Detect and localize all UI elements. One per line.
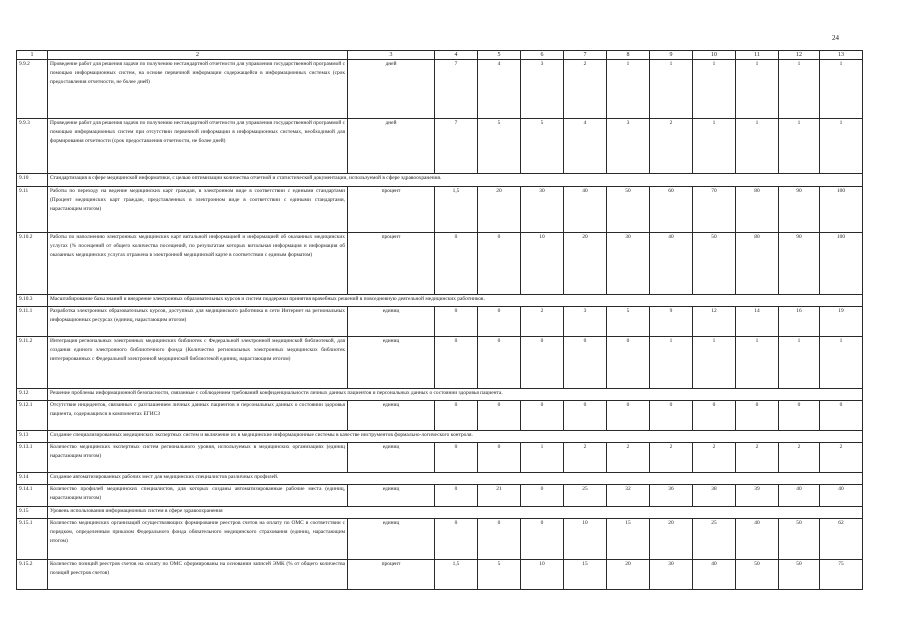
indicator-value: 1 [779, 337, 820, 389]
indicator-value: 5 [521, 119, 564, 174]
indicator-value: 0 [435, 443, 478, 473]
indicator-value: 3 [564, 307, 607, 337]
indicator-description: Работы по переходу на ведение медицинских карт граждан, в электронном виде в соответствии с едиными стандартами (Процент медицинских карт граждан, представленных в электронном виде в соответствии с едиными стандартами, нарастающим итогом) [48, 187, 348, 233]
indicator-value: 5 [478, 119, 521, 174]
indicator-value: 0 [435, 401, 478, 431]
row-code: 9.14.1 [17, 485, 48, 507]
indicator-value: 1 [521, 443, 564, 473]
section-row [17, 295, 863, 307]
indicator-value: 0 [478, 233, 521, 295]
indicator-value: 1,5 [435, 560, 478, 590]
row-code: 9.9.2 [17, 60, 48, 119]
indicator-value: 3 [521, 60, 564, 119]
indicator-value: 40 [736, 519, 779, 560]
indicator-value: 0 [521, 337, 564, 389]
section-title: Уровень использования информационных систем в сфере здравоохранения [48, 507, 863, 519]
indicator-value: 4 [564, 119, 607, 174]
indicator-row [17, 560, 863, 590]
indicator-value: 30 [521, 187, 564, 233]
indicator-value: 1 [650, 337, 693, 389]
indicator-value: 21 [478, 485, 521, 507]
indicator-value: 1 [820, 60, 863, 119]
row-code: 9.13 [17, 431, 48, 443]
indicator-description: Разработка электронных образовательных курсов, доступных для медицинского работника в сети Интернет на региональных информационных ресурсах (единиц, нарастающим итогом) [48, 307, 348, 337]
indicator-value: 25 [693, 519, 736, 560]
indicator-value: 40 [779, 485, 820, 507]
indicator-value: 30 [607, 233, 650, 295]
row-code: 9.15.1 [17, 519, 48, 560]
indicator-value: 19 [820, 307, 863, 337]
unit-of-measure: единиц [348, 307, 435, 337]
indicator-value: 1 [820, 119, 863, 174]
column-number: 13 [820, 51, 863, 60]
indicator-value: 12 [693, 307, 736, 337]
indicator-value: 50 [779, 519, 820, 560]
indicator-row [17, 485, 863, 507]
indicator-value: 2 [820, 443, 863, 473]
column-number: 6 [521, 51, 564, 60]
indicator-value: 39 [736, 485, 779, 507]
indicator-value: 0 [736, 401, 779, 431]
section-row [17, 473, 863, 485]
column-number: 12 [779, 51, 820, 60]
section-title: Стандартизация в сфере медицинской информатики, с целью оптимизации количества отчетной и статистической документации, используемой в сфере здравоохранения. [48, 174, 863, 187]
indicator-value: 10 [521, 560, 564, 590]
indicator-value: 1 [779, 60, 820, 119]
indicator-value: 40 [564, 187, 607, 233]
indicator-value: 0 [478, 401, 521, 431]
unit-of-measure: процент [348, 233, 435, 295]
unit-of-measure: единиц [348, 401, 435, 431]
section-row [17, 507, 863, 519]
indicator-value: 0 [521, 519, 564, 560]
indicator-value: 2 [779, 443, 820, 473]
indicator-value: 75 [820, 560, 863, 590]
indicator-description: Количество позиций реестров счетов на оплату по ОМС сформированы на основании записей ЭМК (% от общего количества позиций реестров счетов) [48, 560, 348, 590]
column-number: 7 [564, 51, 607, 60]
unit-of-measure: единиц [348, 519, 435, 560]
indicator-value: 80 [736, 187, 779, 233]
indicator-value: 14 [736, 307, 779, 337]
indicator-value: 0 [564, 337, 607, 389]
indicator-row [17, 401, 863, 431]
indicator-value: 32 [607, 485, 650, 507]
indicator-value: 1 [779, 119, 820, 174]
indicator-value: 2 [693, 443, 736, 473]
row-code: 9.9.3 [17, 119, 48, 174]
indicator-value: 50 [779, 560, 820, 590]
indicator-value: 0 [693, 401, 736, 431]
unit-of-measure: единиц [348, 485, 435, 507]
indicator-value: 1 [650, 60, 693, 119]
section-row [17, 174, 863, 187]
indicator-value: 2 [564, 60, 607, 119]
indicator-value: 90 [779, 187, 820, 233]
indicator-value: 70 [693, 187, 736, 233]
indicator-value: 1 [607, 60, 650, 119]
indicator-value: 0 [435, 337, 478, 389]
indicator-value: 2 [564, 443, 607, 473]
indicator-value: 5 [478, 560, 521, 590]
indicator-value: 0 [607, 337, 650, 389]
indicator-value: 0 [521, 485, 564, 507]
indicator-value: 1 [736, 337, 779, 389]
column-number: 2 [48, 51, 348, 60]
indicator-value: 38 [693, 485, 736, 507]
indicator-value: 50 [607, 187, 650, 233]
indicator-value: 80 [736, 233, 779, 295]
indicator-value: 0 [478, 519, 521, 560]
indicator-value: 0 [478, 307, 521, 337]
column-number: 11 [736, 51, 779, 60]
page-number: 24 [832, 34, 839, 42]
indicator-description: Количество профилей медицинских специалистов, для которых созданы автоматизированные рабочие места (единиц, нарастающим итогом) [48, 485, 348, 507]
column-number-row [17, 51, 863, 60]
indicator-value: 0 [820, 401, 863, 431]
row-code: 9.12 [17, 389, 48, 401]
indicator-value: 1 [693, 337, 736, 389]
indicator-value: 2 [736, 443, 779, 473]
unit-of-measure: процент [348, 187, 435, 233]
indicator-value: 9 [650, 307, 693, 337]
indicator-description: Проведение работ для решения задачи по получению нестандартной отчетности для управления государственной программой с помощью информационных систем, на основе первичной информации содержащейся в информационных системах (срок предоставления отчетности, не более дней) [48, 60, 348, 119]
indicator-value: 0 [607, 401, 650, 431]
indicator-value: 0 [650, 401, 693, 431]
unit-of-measure: дней [348, 119, 435, 174]
indicator-row [17, 60, 863, 119]
indicator-row [17, 337, 863, 389]
indicator-value: 20 [650, 519, 693, 560]
indicator-value: 2 [650, 443, 693, 473]
section-title: Решение проблемы информационной безопасности, связанные с соблюдением требований конфиденциальности личных данных пациентов и персональных данных о состоянии здоровья пациента. [48, 389, 863, 401]
section-title: Создание специализированных медицинских экспертных систем и включение их в медицинские информационные системы в качестве инструментов формально-логического контроля. [48, 431, 863, 443]
indicator-value: 2 [607, 443, 650, 473]
row-code: 9.15.2 [17, 560, 48, 590]
indicator-value: 0 [435, 519, 478, 560]
indicator-value: 0 [564, 401, 607, 431]
indicator-description: Количество медицинских экспертных систем регионального уровня, используемых в медицинских организациях (единиц нарастающим итогом) [48, 443, 348, 473]
indicator-row [17, 187, 863, 233]
unit-of-measure: процент [348, 560, 435, 590]
indicator-value: 50 [736, 560, 779, 590]
column-number: 1 [17, 51, 48, 60]
column-number: 10 [693, 51, 736, 60]
indicator-value: 20 [564, 233, 607, 295]
indicator-value: 20 [607, 560, 650, 590]
row-code: 9.15 [17, 507, 48, 519]
row-code: 9.10.3 [17, 295, 48, 307]
column-number: 8 [607, 51, 650, 60]
indicator-value: 0 [435, 485, 478, 507]
indicator-value: 0 [478, 443, 521, 473]
row-code: 9.12.1 [17, 401, 48, 431]
indicator-description: Отсутствие инцидентов, связанных с разглашением личных данных пациентов и персональных данных о состоянии здоровья пациента, содержащихся в компонентах ЕГИСЗ [48, 401, 348, 431]
indicator-value: 7 [435, 119, 478, 174]
section-row [17, 431, 863, 443]
indicator-value: 15 [607, 519, 650, 560]
column-number: 4 [435, 51, 478, 60]
row-code: 9.11.1 [17, 307, 48, 337]
section-title: Масштабирование базы знаний и внедрение электронных образовательных курсов и систем поддержки принятия врачебных решений в повседневную деятельной медицинских работников. [48, 295, 863, 307]
indicator-value: 100 [820, 233, 863, 295]
indicator-value: 0 [478, 337, 521, 389]
indicator-value: 4 [478, 60, 521, 119]
section-row [17, 389, 863, 401]
section-title: Создание автоматизированных рабочих мест для медицинских специалистов различных профилей. [48, 473, 863, 485]
row-code: 9.14 [17, 473, 48, 485]
indicator-row [17, 307, 863, 337]
indicator-value: 2 [650, 119, 693, 174]
indicator-value: 40 [650, 233, 693, 295]
column-number: 9 [650, 51, 693, 60]
indicator-value: 100 [820, 187, 863, 233]
indicator-value: 25 [564, 485, 607, 507]
row-code: 9.11 [17, 187, 48, 233]
indicator-value: 0 [779, 401, 820, 431]
indicator-row [17, 119, 863, 174]
indicator-row [17, 233, 863, 295]
indicator-value: 50 [693, 233, 736, 295]
indicator-value: 20 [478, 187, 521, 233]
indicator-description: Работы по наполнению электронных медицинских карт витальной информацией и информацией об оказанных медицинских услугах (% посещений от общего количества посещений, по результатам которых витальная информация и информация об оказанных медицинских услугах отражена в электронной медицинской карте в соответствии с единым форматом) [48, 233, 348, 295]
indicator-value: 90 [779, 233, 820, 295]
unit-of-measure: дней [348, 60, 435, 119]
row-code: 9.10.2 [17, 233, 48, 295]
indicator-value: 1,5 [435, 187, 478, 233]
indicator-value: 0 [435, 233, 478, 295]
indicator-value: 1 [820, 337, 863, 389]
column-number: 3 [348, 51, 435, 60]
indicator-value: 3 [607, 119, 650, 174]
indicator-description: Проведение работ для решения задачи по получению нестандартной отчетности для управления государственной программой с помощью информационных систем при отсутствии первичной информации в информационных системах, необходимой для формирования отчетности (срок предоставления отчетности, не более дней) [48, 119, 348, 174]
indicator-row [17, 519, 863, 560]
indicator-value: 7 [435, 60, 478, 119]
indicator-value: 1 [736, 119, 779, 174]
indicator-value: 10 [564, 519, 607, 560]
row-code: 9.11.2 [17, 337, 48, 389]
indicator-value: 0 [521, 401, 564, 431]
indicator-value: 36 [650, 485, 693, 507]
indicator-value: 0 [435, 307, 478, 337]
indicator-value: 1 [693, 60, 736, 119]
column-number: 5 [478, 51, 521, 60]
indicator-value: 5 [607, 307, 650, 337]
indicator-value: 40 [820, 485, 863, 507]
indicator-table [16, 50, 863, 590]
unit-of-measure: единиц [348, 337, 435, 389]
indicator-value: 62 [820, 519, 863, 560]
row-code: 9.10 [17, 174, 48, 187]
indicator-description: Количество медицинских организаций осуществляющих формирование реестров счетов на оплату по ОМС в соответствии с порядком, определенным приказом Федерального фонда обязательного медицинского страхования (единиц, нарастающим итогом) [48, 519, 348, 560]
indicator-value: 30 [650, 560, 693, 590]
indicator-value: 60 [650, 187, 693, 233]
indicator-value: 40 [693, 560, 736, 590]
indicator-value: 15 [564, 560, 607, 590]
unit-of-measure: единиц [348, 443, 435, 473]
indicator-row [17, 443, 863, 473]
row-code: 9.13.1 [17, 443, 48, 473]
indicator-value: 10 [521, 233, 564, 295]
indicator-description: Интеграция региональных электронных медицинских библиотек с Федеральной электронной медицинской библиотекой, для создания единого электронного библиотечного фонда (Количество региональных электронных медицинских библиотек интегрированных с Федеральной электронной медицинской библиотекой единиц, нарастающим итогом) [48, 337, 348, 389]
indicator-value: 16 [779, 307, 820, 337]
indicator-value: 1 [736, 60, 779, 119]
indicator-value: 1 [693, 119, 736, 174]
indicator-value: 2 [521, 307, 564, 337]
